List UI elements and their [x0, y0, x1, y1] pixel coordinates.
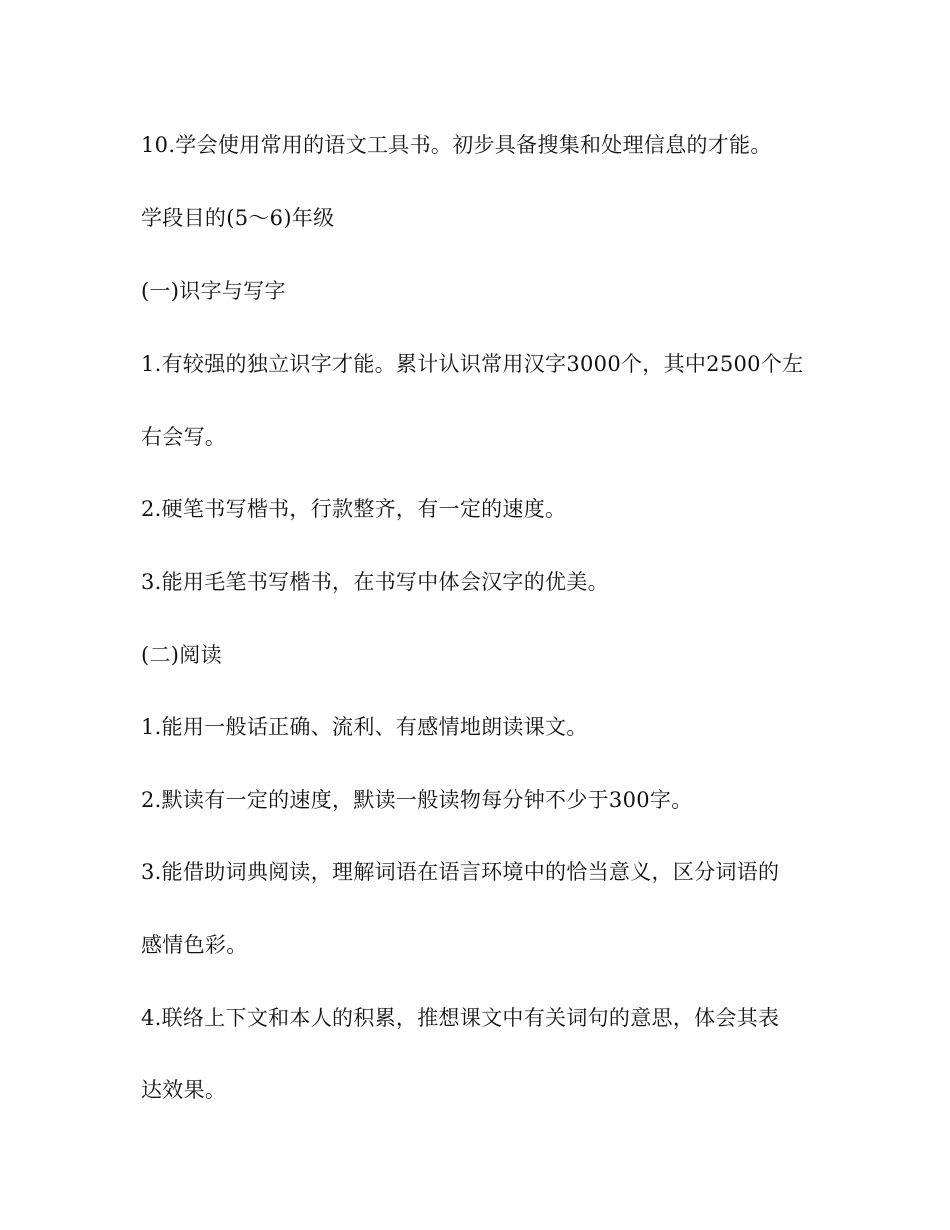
item-1-literacy-line-1: 1.有较强的独立识字才能。累计认识常用汉字3000个，其中2500个左 — [141, 352, 804, 376]
subsection-heading-literacy-writing: (一)识字与写字 — [141, 279, 286, 303]
item-4-context-line-1: 4.联络上下文和本人的积累，推想课文中有关词句的意思，体会其表 — [141, 1006, 780, 1030]
item-2-pen-writing: 2.硬笔书写楷书，行款整齐，有一定的速度。 — [141, 497, 567, 521]
item-2-silent-reading: 2.默读有一定的速度，默读一般读物每分钟不少于300字。 — [141, 788, 693, 812]
item-10-tool-books: 10.学会使用常用的语文工具书。初步具备搜集和处理信息的才能。 — [141, 133, 772, 157]
item-3-dictionary-line-1: 3.能借助词典阅读，理解词语在语言环境中的恰当意义，区分词语的 — [141, 860, 780, 884]
item-3-brush-writing: 3.能用毛笔书写楷书，在书写中体会汉字的优美。 — [141, 570, 609, 594]
section-heading-grades-5-6: 学段目的(5～6)年级 — [141, 206, 335, 230]
item-1-literacy-line-2: 右会写。 — [141, 425, 227, 449]
subsection-heading-reading: (二)阅读 — [141, 643, 222, 667]
item-3-dictionary-line-2: 感情色彩。 — [141, 933, 248, 957]
item-4-context-line-2: 达效果。 — [141, 1078, 227, 1102]
item-1-read-aloud: 1.能用一般话正确、流利、有感情地朗读课文。 — [141, 715, 588, 739]
